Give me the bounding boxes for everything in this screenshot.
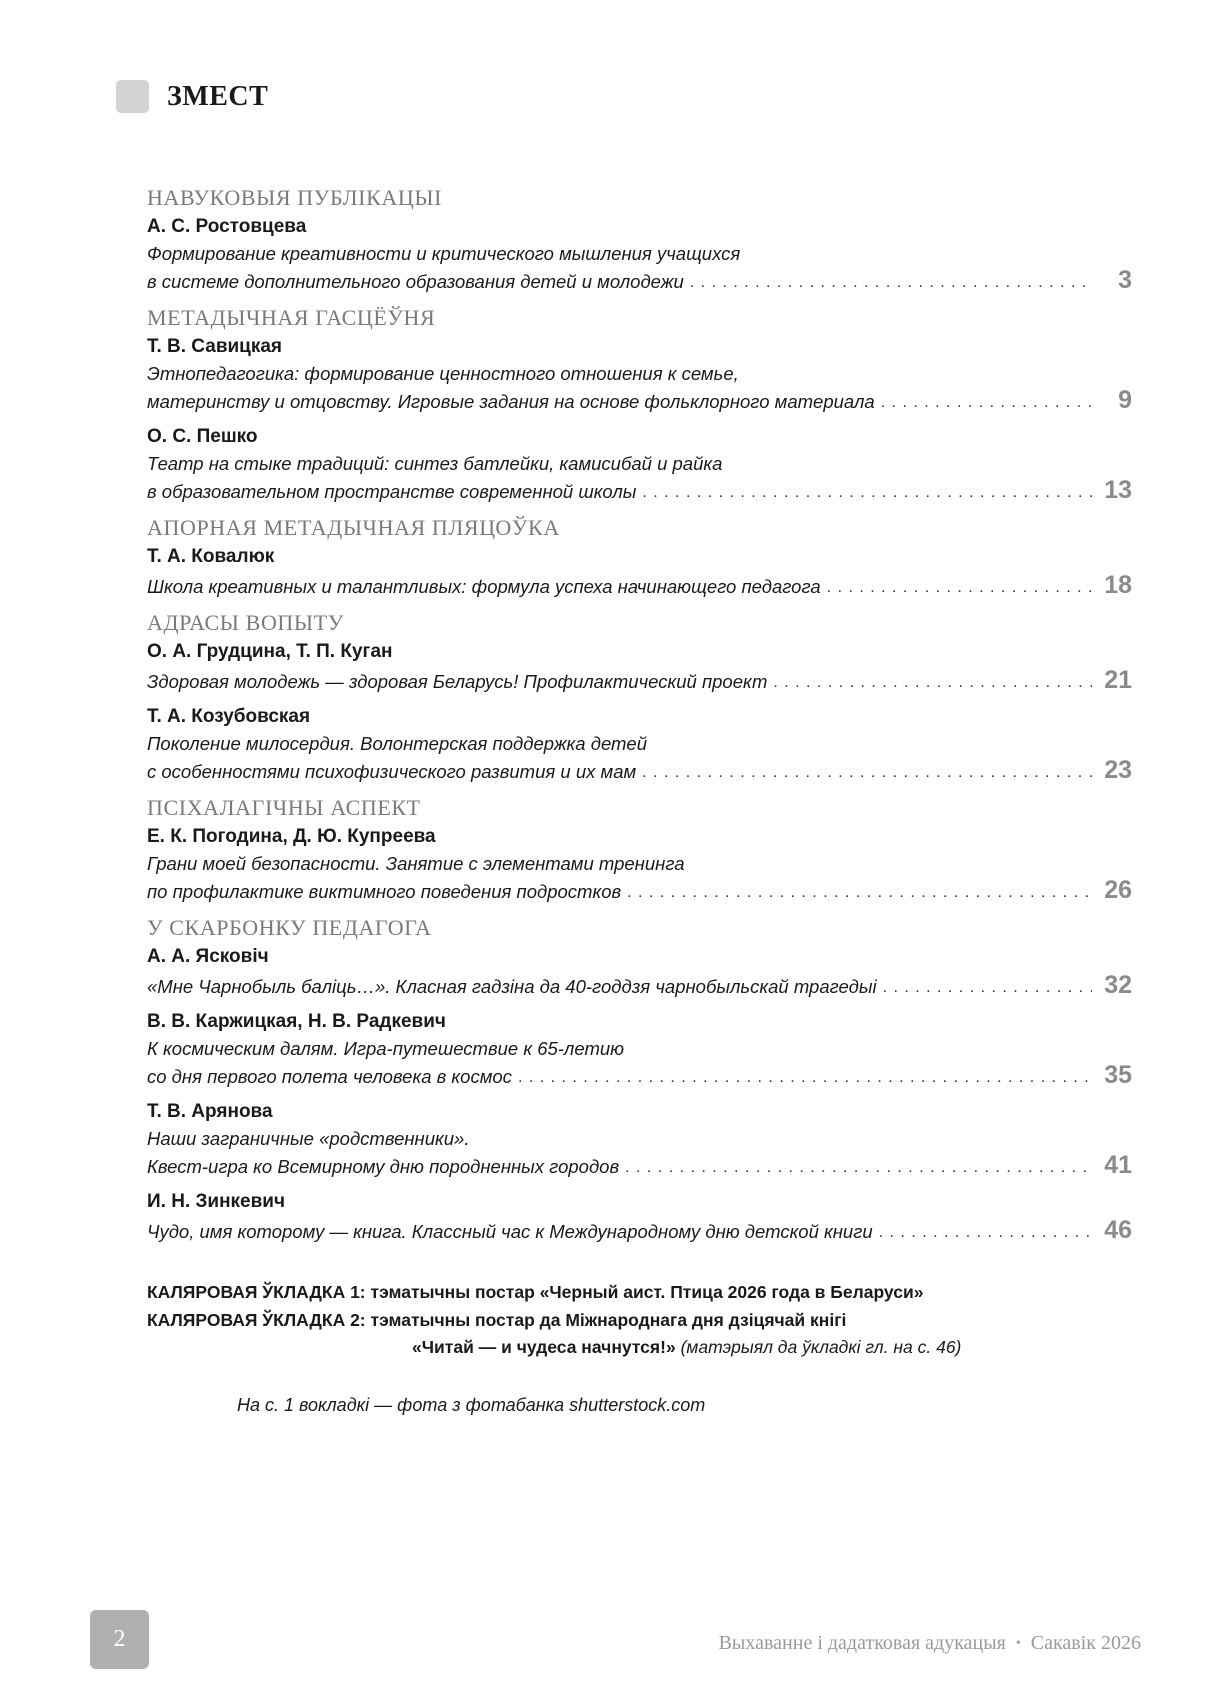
toc-entry xyxy=(147,1008,1132,1090)
toc-section xyxy=(147,303,1132,505)
section-title: АПОРНАЯ МЕТАДЫЧНАЯ ПЛЯЦОЎКА xyxy=(147,515,560,540)
entry-title-last-line xyxy=(147,876,1132,905)
entry-title-line: Театр на стыке традиций: синтез батлейки, камисибай и райка xyxy=(147,453,723,474)
entry-page-number: 23 xyxy=(1104,756,1132,784)
insert-2 xyxy=(147,1306,1132,1334)
entry-title-last-line xyxy=(147,1061,1132,1090)
leader-dots xyxy=(625,1159,1092,1177)
entry-author: И. Н. Зинкевич xyxy=(147,1191,286,1212)
entry-page-number: 46 xyxy=(1104,1216,1132,1244)
section-title: АДРАСЫ ВОПЫТУ xyxy=(147,610,344,635)
section-title: У СКАРБОНКУ ПЕДАГОГА xyxy=(147,915,432,940)
insert-2-poster-title: «Читай — и чудеса начнутся!» xyxy=(412,1337,676,1357)
leader-dots xyxy=(881,394,1092,412)
entry-page-number: 41 xyxy=(1104,1151,1132,1179)
entry-author: А. С. Ростовцева xyxy=(147,216,307,237)
section-title: МЕТАДЫЧНАЯ ГАСЦЁЎНЯ xyxy=(147,305,436,330)
entry-title-text: Школа креативных и талантливых: формула успеха начинающего педагога xyxy=(147,576,821,597)
entry-title-line: Наши заграничные «родственники». xyxy=(147,1128,470,1149)
entry-author: А. А. Ясковіч xyxy=(147,946,269,967)
entry-author: Т. А. Козубовская xyxy=(147,706,311,727)
leader-dots xyxy=(627,884,1092,902)
leader-dots xyxy=(773,674,1092,692)
entry-title-text: по профилактике виктимного поведения подростков xyxy=(147,881,622,902)
toc-entry xyxy=(147,213,1132,295)
page-header xyxy=(116,80,268,113)
toc-entry xyxy=(147,423,1132,505)
toc-section xyxy=(147,608,1132,785)
issue-date: Сакавік 2026 xyxy=(1030,1632,1141,1654)
entry-page-number: 3 xyxy=(1118,266,1132,294)
leader-dots xyxy=(879,1224,1092,1242)
entry-author: О. С. Пешко xyxy=(147,426,258,447)
cover-photo-credit: На с. 1 вокладкі — фота з фотабанка shutterstock.com xyxy=(237,1395,706,1415)
toc-entry xyxy=(147,823,1132,905)
entry-author: Т. А. Ковалюк xyxy=(147,546,275,567)
entry-page-number: 13 xyxy=(1104,476,1132,504)
entry-title-last-line xyxy=(147,571,1132,600)
entry-title-text: в системе дополнительного образования детей и молодежи xyxy=(147,271,684,292)
footer xyxy=(719,1632,1141,1655)
toc-section xyxy=(147,513,1132,600)
section-title: ПСІХАЛАГІЧНЫ АСПЕКТ xyxy=(147,795,421,820)
entry-title-line: Поколение милосердия. Волонтерская поддержка детей xyxy=(147,733,648,754)
entry-title-last-line xyxy=(147,756,1132,785)
entry-title-last-line xyxy=(147,266,1132,295)
entry-author: В. В. Каржицкая, Н. В. Радкевич xyxy=(147,1011,446,1032)
entry-page-number: 21 xyxy=(1104,666,1132,694)
entry-title-text: Чудо, имя которому — книга. Классный час к Международному дню детской книги xyxy=(147,1221,873,1242)
entry-page-number: 18 xyxy=(1104,571,1132,599)
insert-2-note: (матэрыял да ўкладкі гл. на с. 46) xyxy=(675,1337,962,1357)
insert-2-text: тэматычны постар да Міжнароднага дня дзіцячай кнігі xyxy=(365,1310,847,1330)
leader-dots xyxy=(518,1069,1092,1087)
entry-page-number: 26 xyxy=(1104,876,1132,904)
color-inserts xyxy=(147,1278,1132,1361)
entry-title-line: Грани моей безопасности. Занятие с элементами тренинга xyxy=(147,853,685,874)
page-title: ЗМЕСТ xyxy=(167,80,269,112)
entry-title-last-line xyxy=(147,666,1132,695)
entry-page-number: 35 xyxy=(1104,1061,1132,1089)
toc-entry xyxy=(147,1098,1132,1180)
entry-title-text: Квест-игра ко Всемирному дню породненных городов xyxy=(147,1156,620,1177)
entry-title-last-line xyxy=(147,971,1132,1000)
toc-section xyxy=(147,183,1132,295)
toc-entry xyxy=(147,543,1132,600)
insert-1 xyxy=(147,1278,1132,1306)
entry-title-text: со дня первого полета человека в космос xyxy=(147,1066,512,1087)
entry-title-text: материнству и отцовству. Игровые задания на основе фольклорного материала xyxy=(147,391,875,412)
table-of-contents xyxy=(147,183,1132,1253)
entry-title-text: Здоровая молодежь — здоровая Беларусь! Профилактический проект xyxy=(147,671,768,692)
entry-title-last-line xyxy=(147,1216,1132,1245)
entry-title-text: с особенностями психофизического развития и их мам xyxy=(147,761,637,782)
footer-separator: • xyxy=(1015,1636,1021,1651)
toc-section xyxy=(147,793,1132,905)
entry-page-number: 32 xyxy=(1104,971,1132,999)
leader-dots xyxy=(642,484,1092,502)
insert-1-text: тэматычны постар «Черный аист. Птица 2026 года в Беларуси» xyxy=(365,1282,924,1302)
entry-author: О. А. Грудцина, Т. П. Куган xyxy=(147,641,393,662)
leader-dots xyxy=(883,979,1092,997)
header-marker xyxy=(116,80,149,113)
toc-entry xyxy=(147,1188,1132,1245)
entry-title-text: в образовательном пространстве современной школы xyxy=(147,481,637,502)
entry-author: Т. В. Савицкая xyxy=(147,336,283,357)
leader-dots xyxy=(690,274,1092,292)
toc-section xyxy=(147,913,1132,1245)
entry-title-text: «Мне Чарнобыль баліць…». Класная гадзіна да 40-годдзя чарнобыльскай трагедыі xyxy=(147,976,877,997)
toc-entry xyxy=(147,703,1132,785)
insert-1-label: КАЛЯРОВАЯ ЎКЛАДКА 1: xyxy=(147,1282,366,1302)
toc-entry xyxy=(147,943,1132,1000)
insert-2-continuation xyxy=(147,1334,1132,1361)
leader-dots xyxy=(827,579,1092,597)
page-number-badge: 2 xyxy=(90,1610,149,1669)
entry-title-last-line xyxy=(147,1151,1132,1180)
entry-title-last-line xyxy=(147,476,1132,505)
entry-title-last-line xyxy=(147,386,1132,415)
entry-author: Е. К. Погодина, Д. Ю. Купреева xyxy=(147,826,436,847)
entry-title-line: К космическим далям. Игра-путешествие к 65-летию xyxy=(147,1038,625,1059)
toc-entry xyxy=(147,638,1132,695)
section-title: НАВУКОВЫЯ ПУБЛІКАЦЫІ xyxy=(147,185,443,210)
insert-2-label: КАЛЯРОВАЯ ЎКЛАДКА 2: xyxy=(147,1310,366,1330)
journal-name: Выхаванне і дадатковая адукацыя xyxy=(718,1632,1006,1654)
entry-title-line: Формирование креативности и критического мышления учащихся xyxy=(147,243,741,264)
toc-entry xyxy=(147,333,1132,415)
entry-author: Т. В. Арянова xyxy=(147,1101,273,1122)
entry-page-number: 9 xyxy=(1118,386,1132,414)
leader-dots xyxy=(642,764,1092,782)
entry-title-line: Этнопедагогика: формирование ценностного отношения к семье, xyxy=(147,363,739,384)
